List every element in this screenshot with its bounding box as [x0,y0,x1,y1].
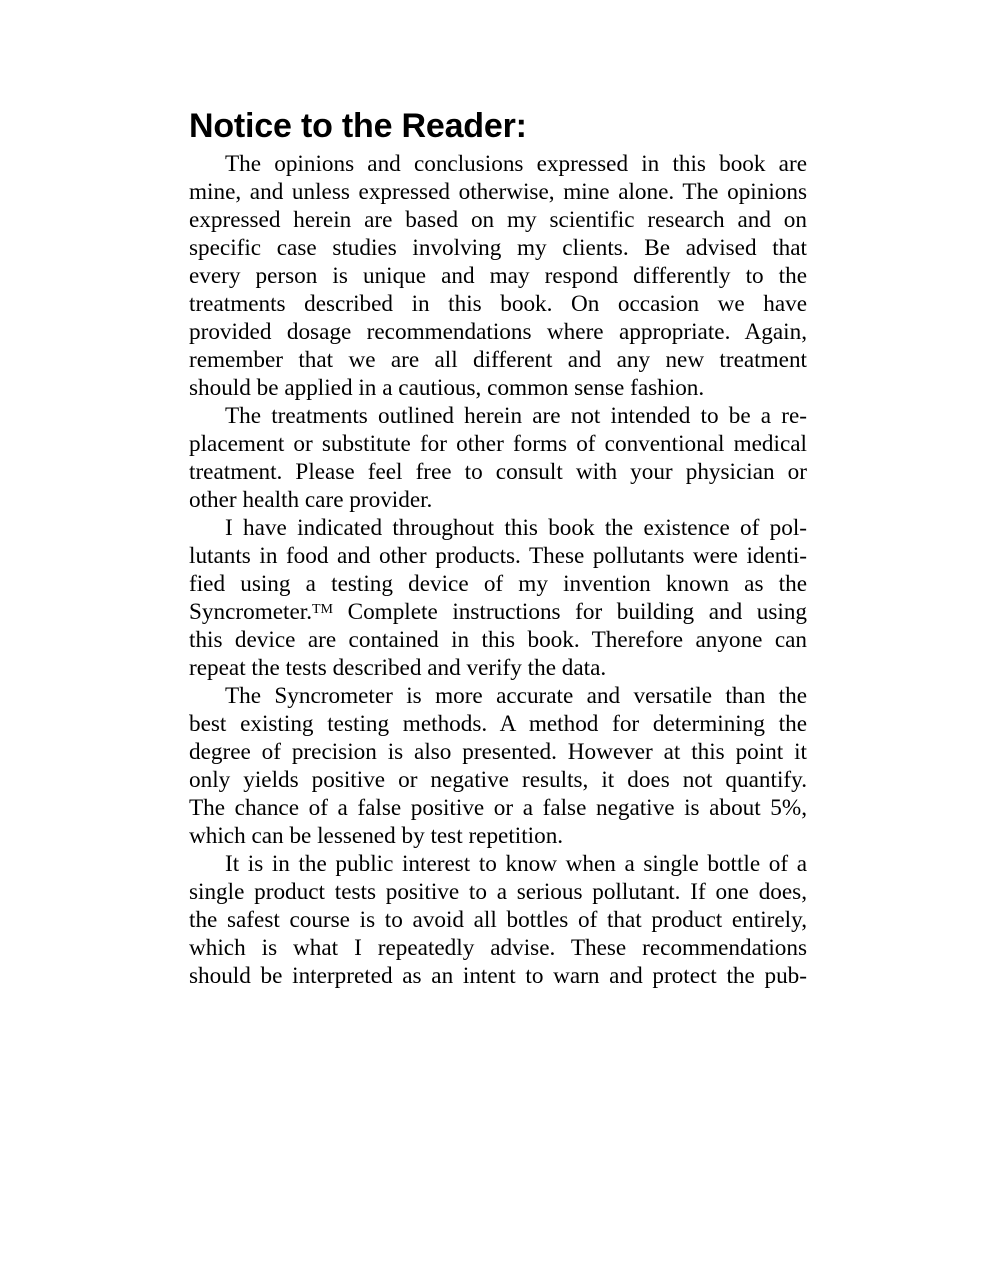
text-line: fied using a testing device of my invention known as the [189,571,807,597]
text-line: provided dosage recommendations where appropriate. Again, [189,319,807,345]
syncrometer-word: Syncrometer. [189,599,312,625]
paragraph-syncrometer-accuracy [189,682,807,850]
text-line: specific case studies involving my clients. Be advised that [189,235,807,261]
text-line: The treatments outlined herein are not intended to be a re- [225,403,807,429]
text-line: repeat the tests described and verify the data. [189,655,607,681]
paragraph-pollutants [189,514,807,682]
text-line: which can be lessened by test repetition. [189,823,564,849]
text-line: remember that we are all different and any new treatment [189,347,807,373]
text-line: single product tests positive to a serious pollutant. If one does, [189,879,807,905]
text-line: The Syncrometer is more accurate and versatile than the [225,683,807,709]
text-line: placement or substitute for other forms of conventional medical [189,431,807,457]
text-line: The opinions and conclusions expressed in this book are [225,151,807,177]
text-line: which is what I repeatedly advise. These recommendations [189,935,807,961]
text-line: the safest course is to avoid all bottles of that product entirely, [189,907,807,933]
text-line: every person is unique and may respond differently to the [189,263,807,289]
syncrometer-line-rest: Complete instructions for building and using [347,599,808,625]
text-line: should be interpreted as an intent to warn and protect the pub- [189,963,807,989]
notice-text-block [189,104,807,990]
text-line: It is in the public interest to know when a single bottle of a [225,851,807,877]
text-line: The chance of a false positive or a false negative is about 5%, [189,795,807,821]
paragraph-opinions [189,150,807,402]
text-line: mine, and unless expressed otherwise, mine alone. The opinions [189,179,807,205]
text-line: other health care provider. [189,487,433,513]
page-title: Notice to the Reader: [189,107,527,145]
paragraph-treatments [189,402,807,514]
text-line: only yields positive or negative results, it does not quantify. [189,767,807,793]
text-line: best existing testing methods. A method for determining the [189,711,807,737]
paragraph-public-interest [189,850,807,990]
text-line: treatments described in this book. On occasion we have [189,291,807,317]
text-line-syncrometer [189,598,807,626]
text-line: this device are contained in this book. Therefore anyone can [189,627,807,653]
text-line: lutants in food and other products. These pollutants were identi- [189,543,807,569]
text-line: should be applied in a cautious, common sense fashion. [189,375,705,401]
text-line: treatment. Please feel free to consult with your physician or [189,459,807,485]
text-line: I have indicated throughout this book the existence of pol- [225,515,807,541]
text-line: degree of precision is also presented. However at this point it [189,739,807,765]
text-line: expressed herein are based on my scientific research and on [189,207,807,233]
trademark-mark: TM [312,602,333,617]
